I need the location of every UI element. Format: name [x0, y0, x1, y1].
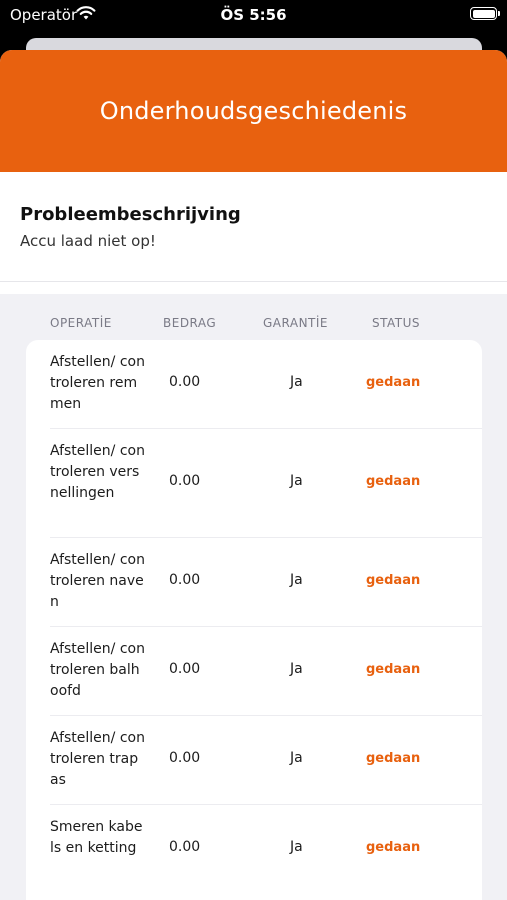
page-title: Onderhoudsgeschiedenis	[99, 97, 408, 125]
table-row[interactable]	[50, 538, 482, 627]
amount-cell: 0.00	[169, 750, 201, 766]
table-row[interactable]	[50, 805, 482, 894]
maintenance-history-sheet	[0, 50, 507, 900]
status-badge: gedaan	[366, 662, 421, 677]
status-badge: gedaan	[366, 751, 421, 766]
operation-cell: Afstellen/ controleren balhoofd	[50, 641, 145, 699]
warranty-cell: Ja	[290, 750, 303, 766]
problem-title: Probleembeschrijving	[20, 204, 241, 225]
status-badge: gedaan	[366, 573, 421, 588]
table-row[interactable]	[50, 340, 482, 429]
table-row[interactable]	[50, 627, 482, 716]
operation-cell: Afstellen/ controleren trapas	[50, 730, 145, 788]
warranty-cell: Ja	[290, 661, 303, 677]
operation-cell: Smeren kabels en ketting	[50, 819, 143, 856]
table-row[interactable]	[50, 429, 482, 538]
warranty-cell: Ja	[290, 473, 303, 489]
clock: ÖS 5:56	[220, 6, 287, 24]
operation-cell: Afstellen/ controleren naven	[50, 552, 145, 610]
amount-cell: 0.00	[169, 572, 201, 588]
status-badge: gedaan	[366, 474, 421, 489]
warranty-cell: Ja	[290, 572, 303, 588]
problem-description: Accu laad niet op!	[20, 232, 156, 250]
problem-section	[0, 172, 507, 282]
amount-cell: 0.00	[169, 661, 201, 677]
operations-table	[0, 294, 507, 900]
column-header-status: STATUS	[372, 316, 421, 330]
amount-cell: 0.00	[169, 473, 201, 489]
operations-list[interactable]	[26, 340, 482, 900]
amount-cell: 0.00	[169, 374, 201, 390]
column-header-warranty: GARANTİE	[263, 316, 328, 330]
operation-cell: Afstellen/ controleren versnellingen	[50, 443, 145, 501]
operation-cell: Afstellen/ controleren remmen	[50, 354, 145, 412]
carrier-label: Operatör	[10, 6, 78, 24]
column-header-amount: BEDRAG	[163, 316, 217, 330]
table-row[interactable]	[50, 716, 482, 805]
header-bar	[0, 50, 507, 172]
table-header	[0, 314, 507, 332]
status-badge: gedaan	[366, 375, 421, 390]
warranty-cell: Ja	[290, 839, 303, 855]
warranty-cell: Ja	[290, 374, 303, 390]
status-bar	[0, 0, 507, 30]
column-header-operation: OPERATİE	[50, 316, 112, 330]
status-badge: gedaan	[366, 840, 421, 855]
battery-icon	[470, 7, 497, 20]
amount-cell: 0.00	[169, 839, 201, 855]
